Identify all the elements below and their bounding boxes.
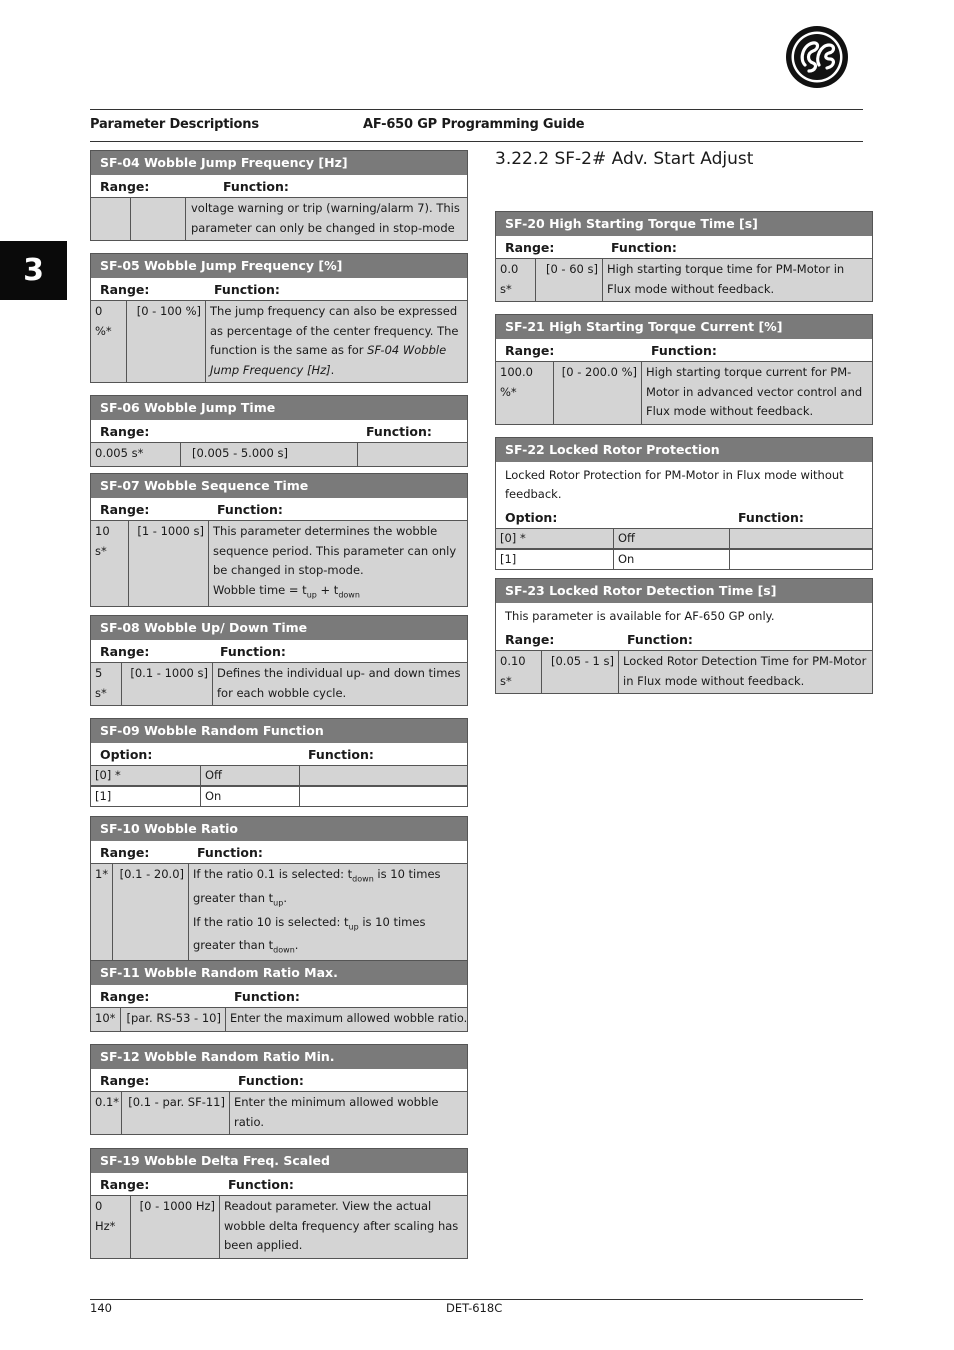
param-table-sf23 <box>495 578 873 694</box>
chapter-tab: 3 <box>0 241 67 300</box>
function-text: voltage warning or trip (warning/alarm 7). This parameter can only be changed in stop-mode <box>191 201 460 235</box>
table-row <box>496 259 872 301</box>
default-value: 100.0 %* <box>496 362 554 424</box>
param-title: SF-04 Wobble Jump Frequency [Hz] <box>91 151 467 175</box>
range-value: [0 - 200.0 %] <box>554 362 642 424</box>
param-table-sf22 <box>495 437 873 570</box>
param-title: SF-20 High Starting Torque Time [s] <box>496 212 872 236</box>
param-note: This parameter is available for AF-650 GP only. <box>505 609 775 623</box>
function-label: Function: <box>223 179 289 194</box>
function-text: High starting torque current for PM-Motor in advanced vector control and Flux mode without feedback. <box>646 365 863 418</box>
param-header <box>496 339 872 362</box>
param-header <box>91 841 467 864</box>
function-text: Enter the minimum allowed wobble ratio. <box>234 1095 439 1129</box>
function-text: Defines the individual up- and down times for each wobble cycle. <box>217 666 461 700</box>
ge-monogram-icon <box>785 25 849 89</box>
param-title: SF-08 Wobble Up/ Down Time <box>91 616 467 640</box>
section-title: 3.22.2 SF-2# Adv. Start Adjust <box>495 149 754 169</box>
param-table-sf04 <box>90 150 468 241</box>
range-label: Range: <box>100 845 150 860</box>
option-name: On <box>614 550 730 569</box>
function-label: Function: <box>220 644 286 659</box>
param-title: SF-11 Wobble Random Ratio Max. <box>91 961 467 985</box>
param-title: SF-23 Locked Rotor Detection Time [s] <box>496 579 872 603</box>
range-value: [1 - 1000 s] <box>129 521 209 606</box>
param-title: SF-19 Wobble Delta Freq. Scaled <box>91 1149 467 1173</box>
param-table-sf07 <box>90 473 468 607</box>
option-function <box>300 787 467 806</box>
range-value: [0.05 - 1 s] <box>542 651 619 693</box>
table-row <box>91 864 467 964</box>
range-label: Range: <box>100 989 150 1004</box>
function-text <box>358 443 467 466</box>
range-value: [0 - 60 s] <box>536 259 603 301</box>
range-value: [par. RS-53 - 10] <box>121 1008 226 1031</box>
option-value: [0] * <box>91 766 201 785</box>
table-row <box>91 198 467 240</box>
param-header <box>91 175 467 198</box>
header-section-name: Parameter Descriptions <box>90 117 259 132</box>
header-rule-top <box>90 109 863 110</box>
header-guide-name: AF-650 GP Programming Guide <box>363 117 585 132</box>
option-value: [1] <box>91 787 201 806</box>
default-value: 10 s* <box>91 521 129 606</box>
function-text: This parameter determines the wobble sequence period. This parameter can only be changed in stop-mode. Wobble time = $t_{up} + t_{down}$ <box>213 524 457 599</box>
param-header <box>91 640 467 663</box>
header-rule-bottom <box>90 141 863 142</box>
range-value: [0.1 - 1000 s] <box>122 663 213 705</box>
param-table-sf19 <box>90 1148 468 1259</box>
function-label: Function: <box>651 343 717 358</box>
param-header <box>496 236 872 259</box>
function-label: Function: <box>627 632 693 647</box>
function-label: Function: <box>308 747 374 762</box>
default-value: 0.0 s* <box>496 259 536 301</box>
param-title: SF-05 Wobble Jump Frequency [%] <box>91 254 467 278</box>
option-function <box>730 550 872 569</box>
default-value: 10* <box>91 1008 121 1031</box>
param-title: SF-21 High Starting Torque Current [%] <box>496 315 872 339</box>
default-value: 0.1* <box>91 1092 122 1134</box>
param-header <box>91 985 467 1008</box>
table-row <box>91 1092 467 1134</box>
option-row <box>496 550 872 569</box>
param-table-sf06 <box>90 395 468 467</box>
param-note: Locked Rotor Protection for PM-Motor in Flux mode without feedback. <box>505 468 844 501</box>
range-value: [0.1 - par. SF-11] <box>122 1092 230 1134</box>
param-table-sf11 <box>90 960 468 1032</box>
range-label: Range: <box>100 282 150 297</box>
range-label: Range: <box>100 1073 150 1088</box>
function-label: Function: <box>234 989 300 1004</box>
option-row <box>91 787 467 806</box>
default-value: 0.005 s* <box>91 443 181 466</box>
param-title: SF-07 Wobble Sequence Time <box>91 474 467 498</box>
function-label: Function: <box>238 1073 304 1088</box>
function-text: Locked Rotor Detection Time for PM-Motor in Flux mode without feedback. <box>623 654 867 688</box>
function-text: Enter the maximum allowed wobble ratio. <box>230 1012 468 1025</box>
param-table-sf05 <box>90 253 468 383</box>
param-header <box>91 278 467 301</box>
table-row <box>91 521 467 606</box>
option-label: Option: <box>505 510 558 525</box>
table-row <box>91 301 467 382</box>
range-label: Range: <box>505 240 555 255</box>
param-title: SF-12 Wobble Random Ratio Min. <box>91 1045 467 1069</box>
function-label: Function: <box>214 282 280 297</box>
table-row <box>91 443 467 466</box>
param-header <box>91 1069 467 1092</box>
default-value: 0.10 s* <box>496 651 542 693</box>
option-name: Off <box>614 529 730 548</box>
param-table-sf08 <box>90 615 468 706</box>
default-value: 1* <box>91 864 113 962</box>
range-value: [0.005 - 5.000 s] <box>181 443 358 466</box>
param-header <box>91 1173 467 1196</box>
range-label: Range: <box>505 632 555 647</box>
function-label: Function: <box>611 240 677 255</box>
option-name: On <box>201 787 300 806</box>
range-value: [0 - 1000 Hz] <box>131 1196 220 1258</box>
parameter-reference: SF-04 Wobble Jump Frequency [Hz] <box>210 343 447 377</box>
function-label: Function: <box>217 502 283 517</box>
function-text: High starting torque time for PM-Motor in Flux mode without feedback. <box>607 262 845 296</box>
option-label: Option: <box>100 747 153 762</box>
document-id: DET-618C <box>446 1301 503 1315</box>
function-label: Function: <box>228 1177 294 1192</box>
range-label: Range: <box>100 179 150 194</box>
param-title: SF-10 Wobble Ratio <box>91 817 467 841</box>
function-text: If the ratio 0.1 is selected: $t_{down}$ is 10 times greater than $t_{up}$. If the ratio 10 is selected: $t_{up}$ is 10 times greater than $t_{down}$. <box>193 867 441 955</box>
range-label: Range: <box>100 1177 150 1192</box>
param-header <box>496 628 872 651</box>
default-value: 0 Hz* <box>91 1196 131 1258</box>
option-name: Off <box>201 766 300 785</box>
range-value: [0 - 100 %] <box>127 301 206 382</box>
param-header <box>496 506 872 529</box>
param-table-sf21 <box>495 314 873 425</box>
option-value: [0] * <box>496 529 614 548</box>
range-label: Range: <box>505 343 555 358</box>
param-title: SF-09 Wobble Random Function <box>91 719 467 743</box>
option-row <box>91 766 467 786</box>
table-row <box>496 651 872 693</box>
param-title: SF-22 Locked Rotor Protection <box>496 438 872 462</box>
table-row <box>91 1008 467 1031</box>
default-value: 0 %* <box>91 301 127 382</box>
param-header <box>91 420 467 443</box>
param-table-sf10 <box>90 816 468 965</box>
param-header <box>91 743 467 766</box>
function-label: Function: <box>197 845 263 860</box>
range-label: Range: <box>100 424 150 439</box>
option-row <box>496 529 872 549</box>
option-function <box>300 766 467 785</box>
range-value: [0.1 - 20.0] <box>113 864 189 962</box>
range-value <box>131 198 186 240</box>
option-value: [1] <box>496 550 614 569</box>
table-row <box>91 663 467 705</box>
function-text: The jump frequency can also be expressed as percentage of the center frequency. The function is the same as for SF-04 Wobble Jump Frequency [Hz]. <box>210 304 459 377</box>
range-label: Range: <box>100 644 150 659</box>
table-row <box>496 362 872 424</box>
param-table-sf09 <box>90 718 468 807</box>
footer-rule <box>90 1299 863 1300</box>
page-number: 140 <box>90 1301 112 1315</box>
param-table-sf12 <box>90 1044 468 1135</box>
function-label: Function: <box>738 510 804 525</box>
function-label: Function: <box>366 424 432 439</box>
param-title: SF-06 Wobble Jump Time <box>91 396 467 420</box>
default-value <box>91 198 131 240</box>
range-label: Range: <box>100 502 150 517</box>
param-table-sf20 <box>495 211 873 302</box>
function-text: Readout parameter. View the actual wobble delta frequency after scaling has been applied. <box>224 1199 459 1252</box>
param-header <box>91 498 467 521</box>
default-value: 5 s* <box>91 663 122 705</box>
table-row <box>91 1196 467 1258</box>
option-function <box>730 529 872 548</box>
